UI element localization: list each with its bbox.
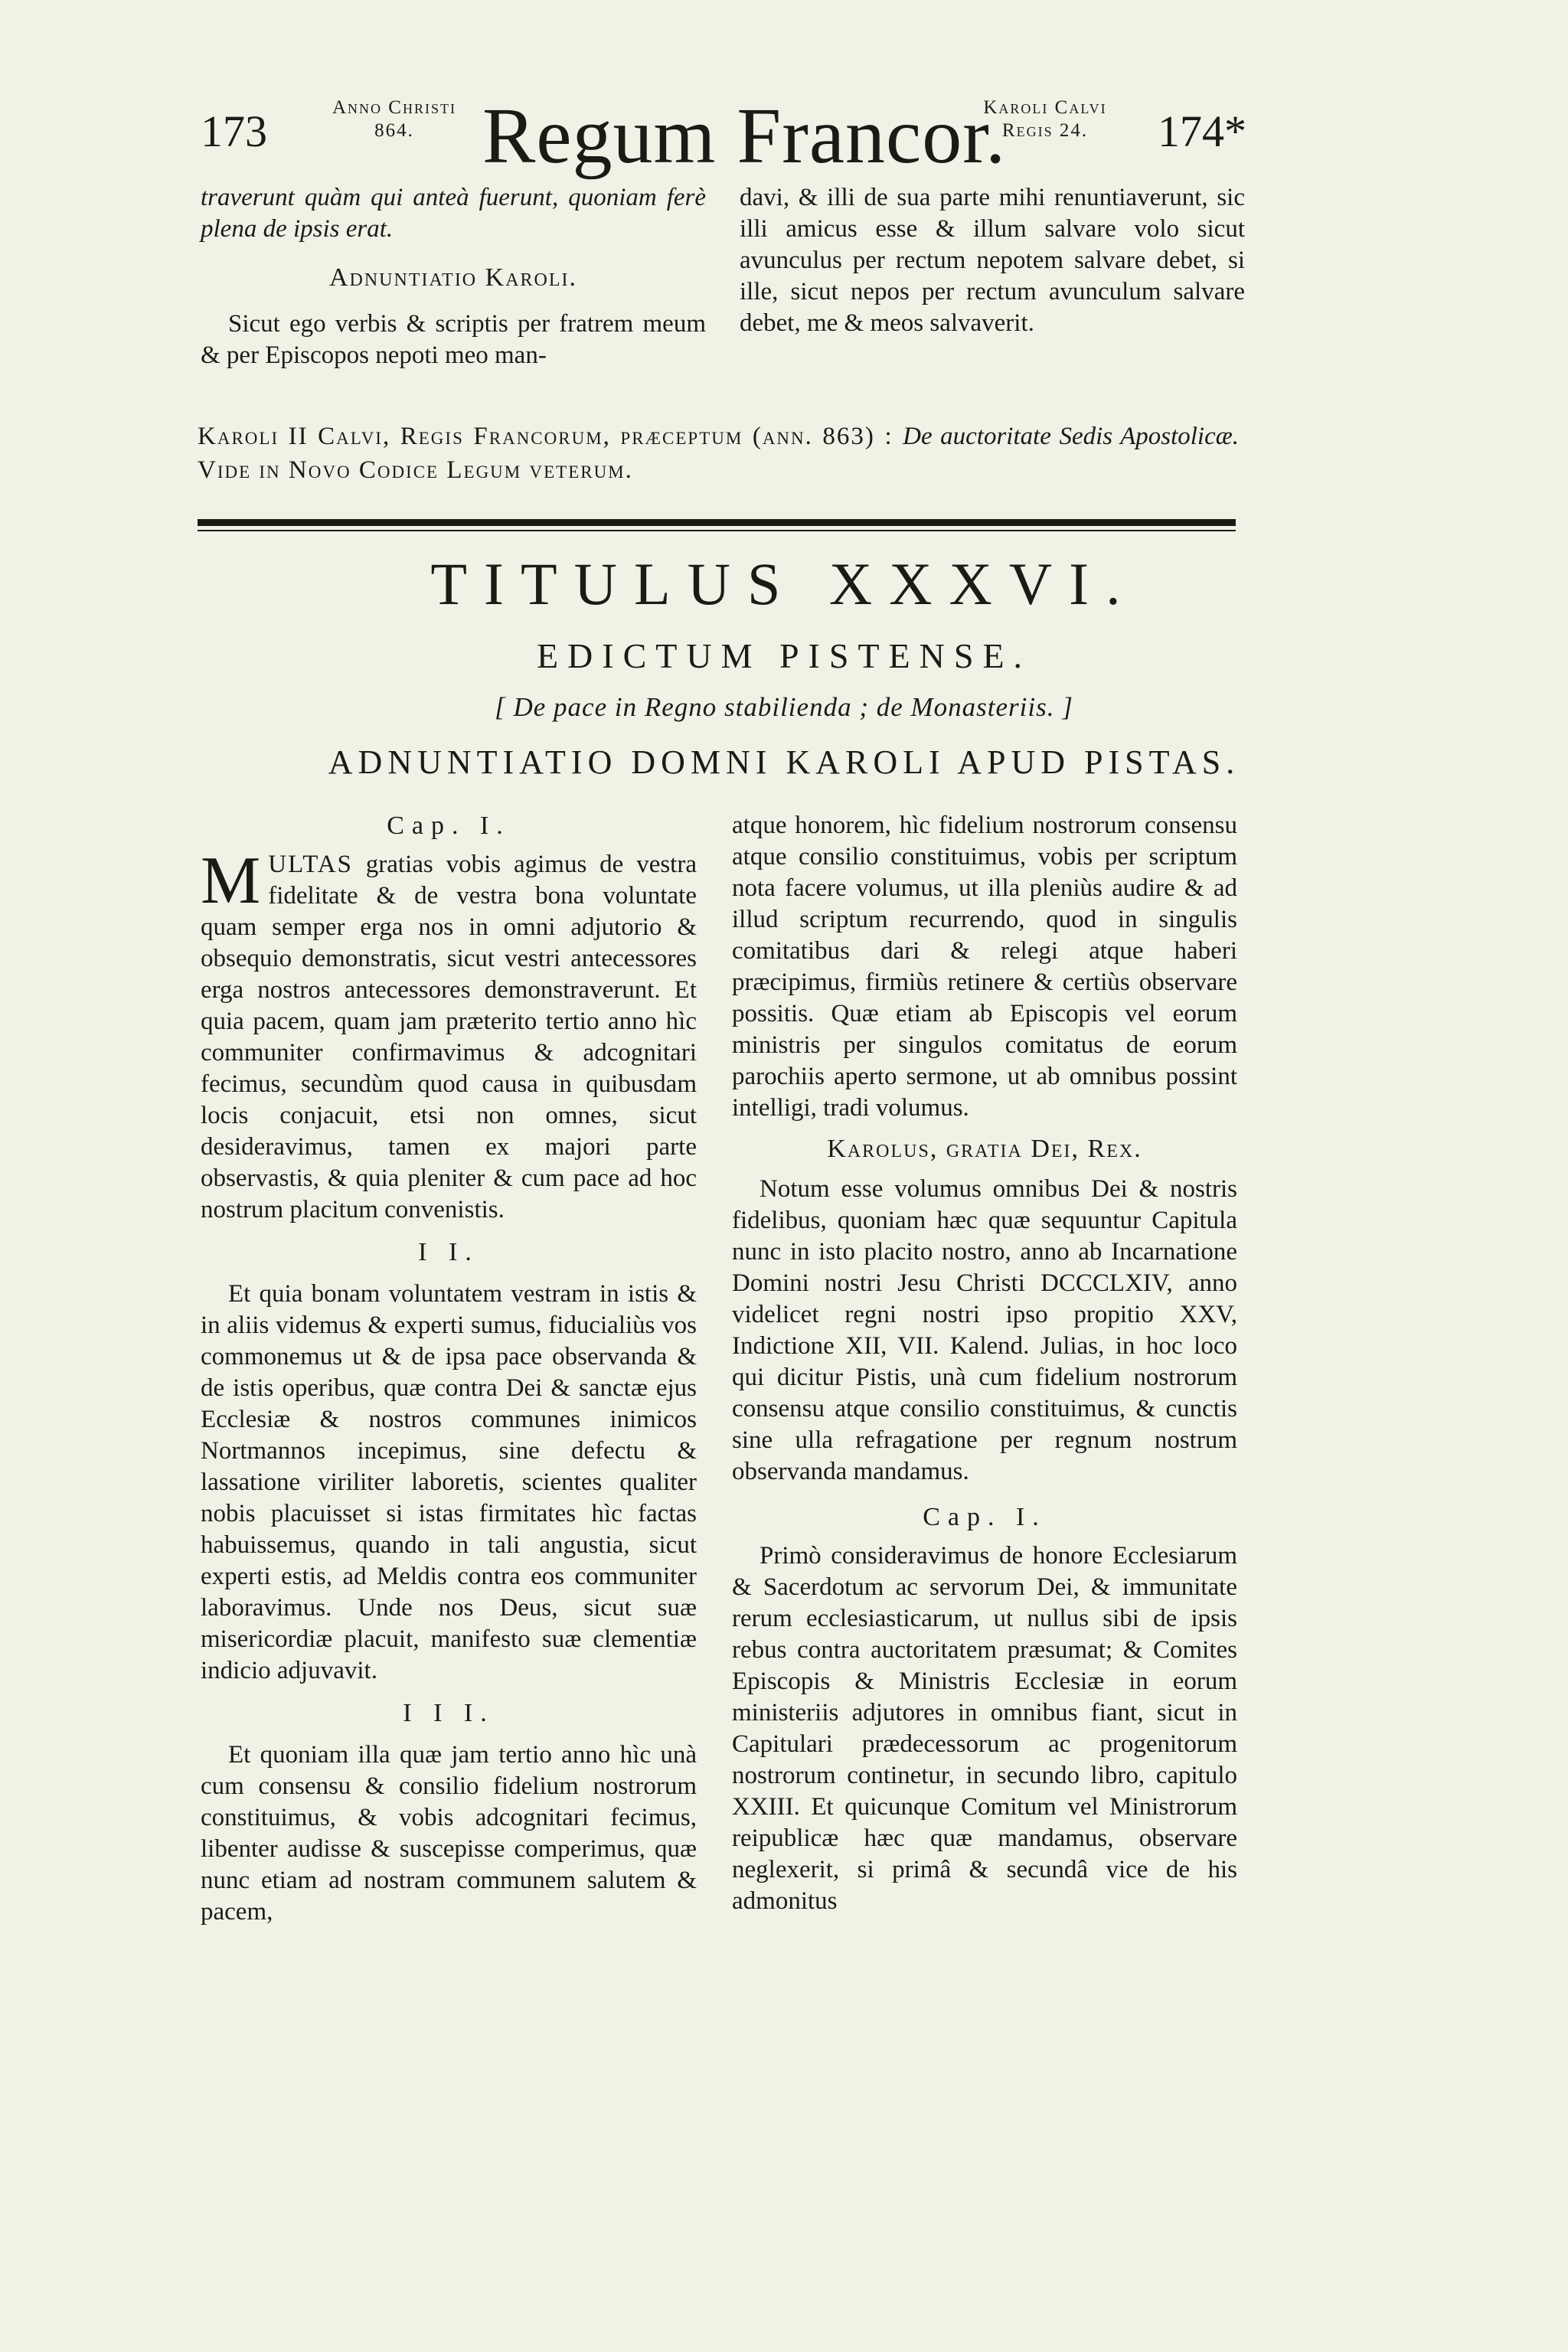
- cap-1-right-heading: Cap. I.: [923, 1503, 1047, 1531]
- king-label: Karoli Calvi: [983, 97, 1107, 118]
- year-block: [306, 96, 482, 142]
- main-left-column: [201, 804, 697, 1928]
- top-right-column: [740, 182, 1245, 339]
- edictum-heading: EDICTUM PISTENSE.: [536, 636, 1032, 675]
- regnal-year: Regis 24.: [1001, 120, 1089, 141]
- reference-note: [198, 420, 1239, 487]
- main-right-column: [732, 810, 1237, 1917]
- year-value: 864.: [374, 120, 414, 141]
- year-label: Anno Christi: [332, 97, 456, 118]
- page-number-right: 174*: [1158, 106, 1246, 156]
- cap-1-right-text: Primò consideravimus de honore Ecclesiarum & Sacerdotum ac servorum Dei, & immunitate rerum ecclesiasticarum, ut nullus sibi de ipsis rebus contra auctoritatem præsumat; & Comites Episcopis & Ministris Ecclesiæ in eorum ministeriis adjutores in omnibus fiant, sicut in Capitulari prædecessorum ac progenitorum nostrorum continetur, in secundo libro, capitulo XXIII. Et quicunque Comitum vel Ministrorum reipublicæ hæc quæ mandamus, observare neglexerit, si primâ & secundâ vice de his admonitus: [732, 1542, 1237, 1915]
- note-text-b: De auctoritate Sedis Apostolicæ.: [903, 423, 1239, 450]
- section-3-heading: I I I.: [403, 1699, 495, 1727]
- cap-1-heading: Cap. I.: [387, 812, 511, 840]
- adnuntiatio-karoli-text: Sicut ego verbis & scriptis per fratrem meum & per Episcopos nepoti meo man-: [201, 310, 706, 369]
- top-left-column: [201, 182, 706, 371]
- running-title: Regum Francor.: [482, 92, 1007, 180]
- section-1-first-word: ULTAS: [268, 851, 353, 878]
- section-3-continued: atque honorem, hìc fidelium nostrorum consensu atque consilio constituimus, vobis per scriptum nota facere volumus, ut illa pleniùs audire & ad illud scriptum recurrendo, quod in singulis comitatibus dari & relegi atque haberi præcipimus, firmiùs retinere & certiùs observare possitis. Quæ etiam ab Episcopis vel eorum ministris per singulos comitatus de eorum parochiis aperto sermone, ut ab omnibus possint intelligi, tradi volumus.: [732, 812, 1237, 1122]
- reign-block: [949, 96, 1141, 142]
- section-1-text: [201, 844, 697, 1226]
- note-text-a: Karoli II Calvi, Regis Francorum, præceptum (ann. 863) :: [198, 423, 903, 450]
- edictum-subtitle: [ De pace in Regno stabilienda ; de Monasteriis. ]: [495, 692, 1073, 722]
- section-2-text: Et quia bonam voluntatem vestram in istis & in aliis videmus & experti sumus, fiducialiùs vos commonemus ut & de ipsa pace observanda & de istis operibus, quæ contra Dei & sanctæ ejus Ecclesiæ & nostros communes inimicos Nortmannos incepimus, sine defectu & lassatione viriliter laboretis, scientes qualiter nobis placuisset si istas firmitates hìc factas habuissemus, quando in tali angustia, sicut experti estis, ad Meldis contra eos communiter laboravimus. Unde nos Deus, sicut suæ misericordiæ placuit, manifesto suæ clementiæ indicio adjuvavit.: [201, 1280, 697, 1684]
- page-number-left: 173: [201, 106, 267, 156]
- section-2-heading: I I.: [418, 1238, 479, 1266]
- karolus-text: Notum esse volumus omnibus Dei & nostris fidelibus, quoniam hæc quæ sequuntur Capitula nunc in isto placito nostro, anno ab Incarnatione Domini nostri Jesu Christi DCCCLXIV, anno videlicet regni nostri ipso propitio XXV, Indictione XII, VII. Kalend. Julias, in hoc loco qui dicitur Pistis, unà cum fidelium nostrorum consensu atque consilio constituimus, & cunctis sine ulla refragatione per regnum nostrum observanda mandamus.: [732, 1175, 1237, 1485]
- note-text-c: Vide in Novo Codice Legum veterum.: [198, 456, 633, 484]
- titulus-heading: TITULUS XXXVI.: [430, 550, 1138, 617]
- adnuntiatio-karoli-heading: Adnuntiatio Karoli.: [328, 263, 578, 292]
- section-1-body: gratias vobis agimus de vestra fidelitate & de vestra bona voluntate quam semper erga nos in omni adjutorio & obsequio demonstratis, sicut vestri antecessores erga nostros antecessores demonstraverunt. Et quia pacem, quam jam præterito tertio anno hìc communiter confirmavimus & adcognitari fecimus, secundùm quod causa in quibusdam locis conjacuit, etsi non omnes, sicut desideravimus, tamen ex majori parte observastis, & quia pleniter & cum pace ad hoc nostrum placitum convenistis.: [201, 851, 697, 1223]
- adnuntiatio-heading: ADNUNTIATIO DOMNI KAROLI APUD PISTAS.: [328, 743, 1240, 781]
- section-3-text: Et quoniam illa quæ jam tertio anno hìc unà cum consensu & consilio fidelium nostrorum constituimus, & vobis adcognitari fecimus, libenter audisse & suscepisse comperimus, quæ nunc etiam ad nostram communem salutem & pacem,: [201, 1741, 697, 1926]
- double-rule-thin: [198, 530, 1236, 531]
- continued-lines: traverunt quàm qui anteà fuerunt, quoniam ferè plena de ipsis erat.: [201, 184, 706, 243]
- karolus-heading: Karolus, gratia Dei, Rex.: [827, 1135, 1142, 1163]
- adnuntiatio-karoli-continued: davi, & illi de sua parte mihi renuntiaverunt, sic illi amicus esse & illum salvare volo sicut avunculus per rectum nepotem salvare debet, si ille, sicut nepos per rectum avunculum salvare debet, me & meos salvaverit.: [740, 184, 1245, 337]
- double-rule-thick: [198, 519, 1236, 526]
- drop-capital: M: [201, 844, 261, 918]
